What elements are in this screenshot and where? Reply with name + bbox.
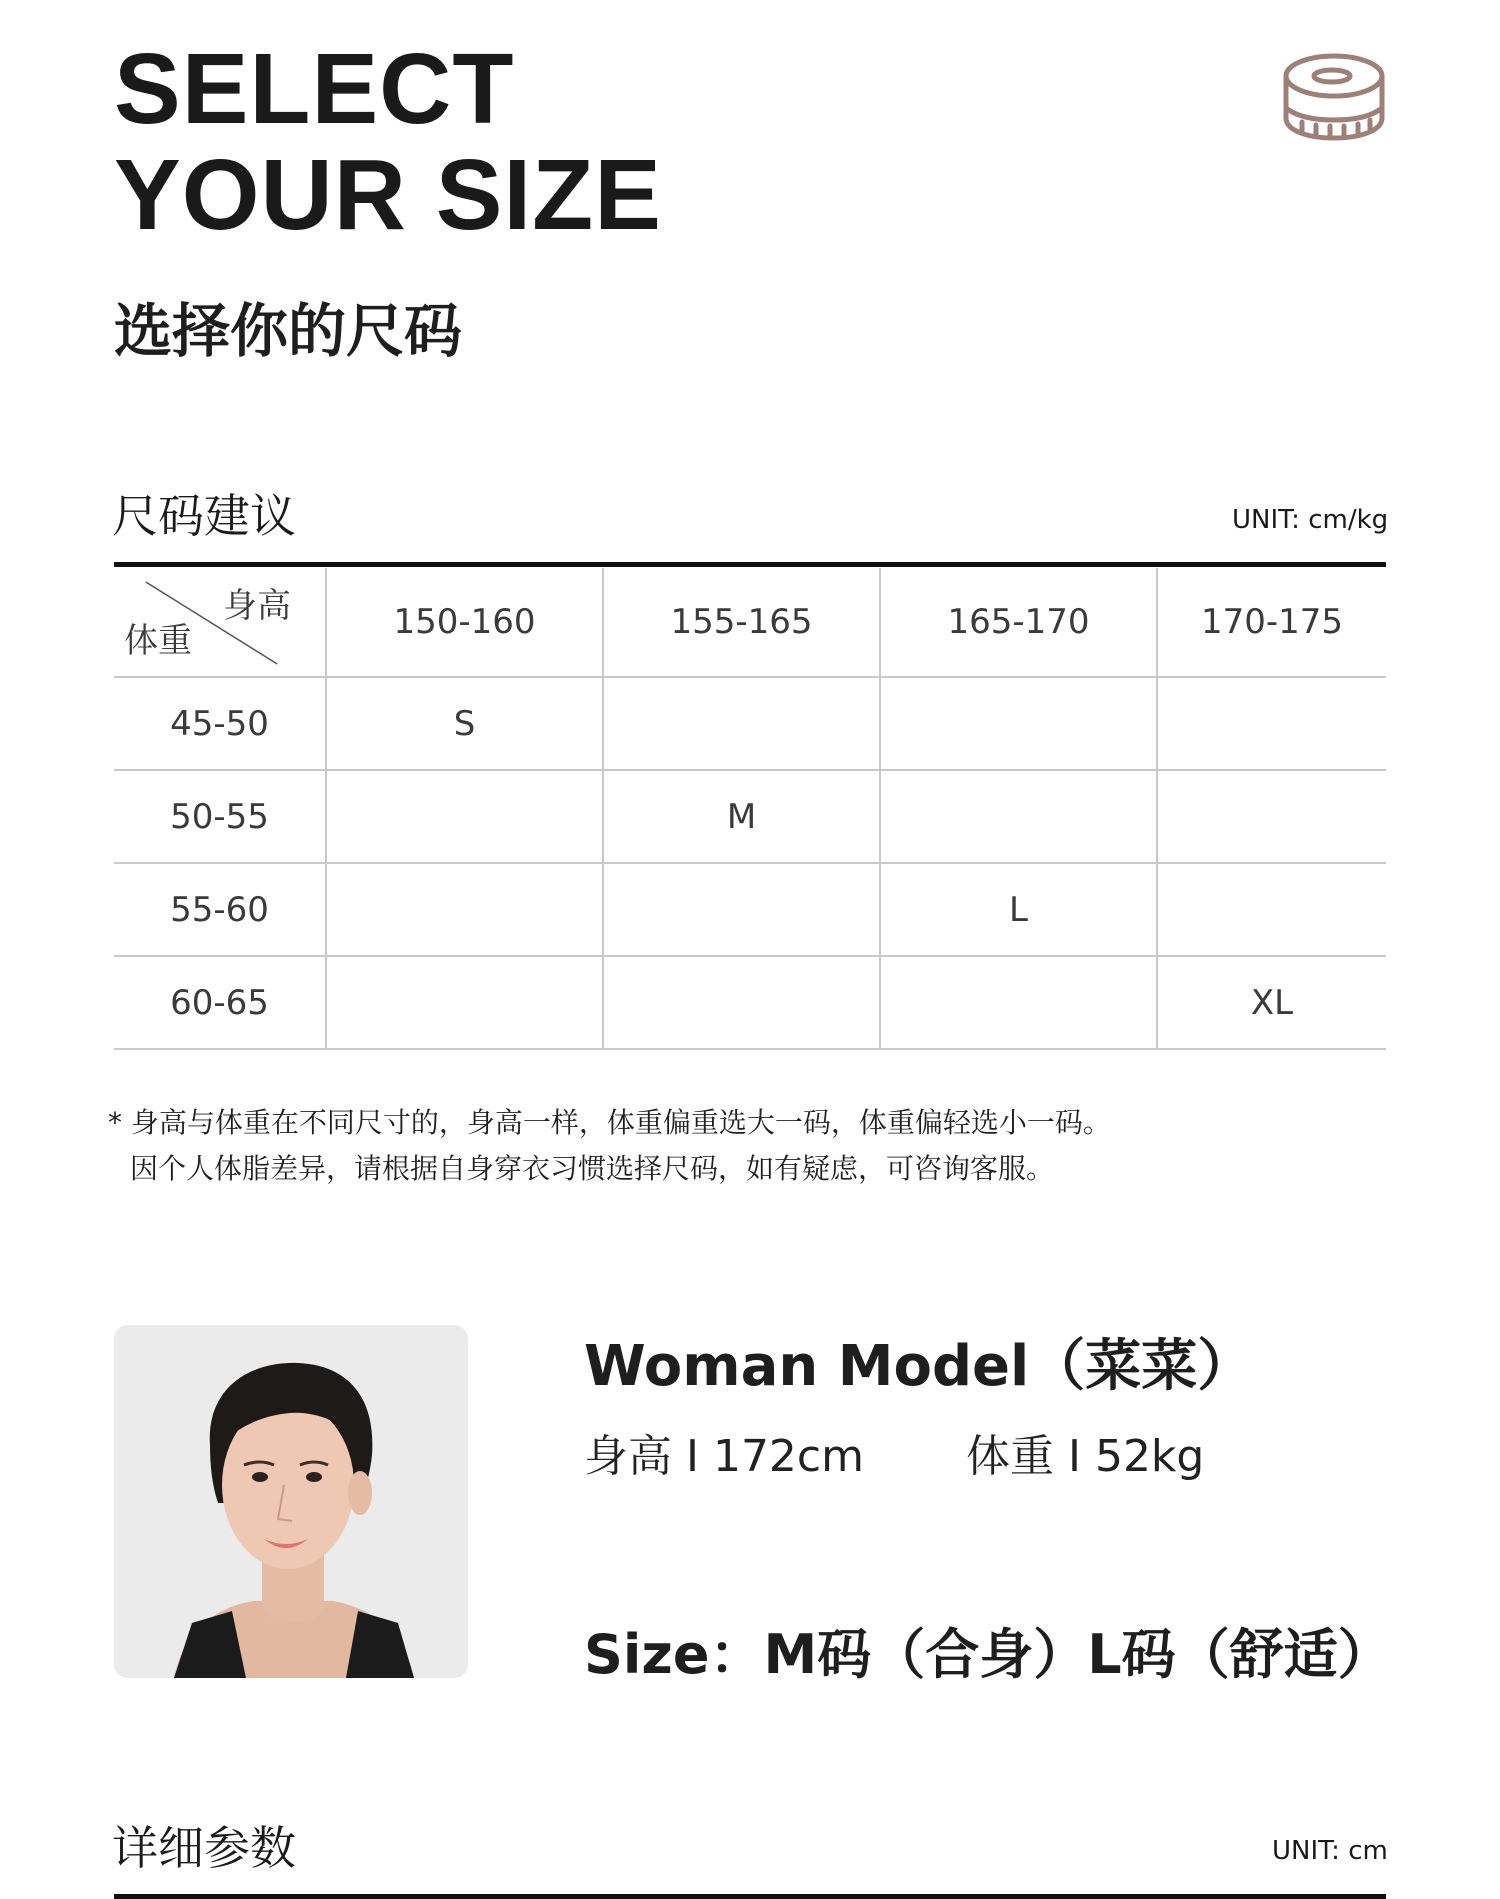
table-header-row bbox=[114, 568, 1386, 677]
model-stats bbox=[584, 1420, 1205, 1484]
size-cell bbox=[1157, 863, 1386, 956]
weight-row-header: 55-60 bbox=[114, 863, 326, 956]
note-line-1: * 身高与体重在不同尺寸的，身高一样，体重偏重选大一码，体重偏轻选小一码。 bbox=[108, 1106, 1111, 1139]
size-cell bbox=[603, 956, 880, 1049]
measuring-tape-icon bbox=[1282, 52, 1386, 142]
table-row bbox=[114, 677, 1386, 770]
size-cell bbox=[603, 677, 880, 770]
height-column-header: 170-175 bbox=[1157, 568, 1386, 677]
height-column-header: 155-165 bbox=[603, 568, 880, 677]
size-cell: XL bbox=[1157, 956, 1386, 1049]
model-size: Size：M码（合身）L码（舒适） bbox=[584, 1623, 1392, 1686]
page-title-en bbox=[114, 33, 662, 251]
page-title-cn: 选择你的尺码 bbox=[114, 297, 463, 365]
size-cell bbox=[326, 863, 603, 956]
size-unit-label: UNIT: cm/kg bbox=[1232, 505, 1389, 535]
detail-unit-label: UNIT: cm bbox=[1272, 1836, 1388, 1866]
size-cell: S bbox=[326, 677, 603, 770]
corner-header-height: 身高 bbox=[223, 586, 291, 626]
size-cell bbox=[880, 956, 1157, 1049]
size-chart-table bbox=[114, 568, 1386, 1050]
model-height: 身高 I 172cm bbox=[584, 1431, 864, 1482]
size-cell bbox=[326, 956, 603, 1049]
size-recommendation-title: 尺码建议 bbox=[112, 489, 296, 543]
size-cell bbox=[603, 863, 880, 956]
table-row bbox=[114, 770, 1386, 863]
size-cell: L bbox=[880, 863, 1157, 956]
detail-params-title: 详细参数 bbox=[112, 1821, 296, 1875]
note-line-2: 因个人体脂差异，请根据自身穿衣习惯选择尺码，如有疑虑，可咨询客服。 bbox=[130, 1152, 1055, 1185]
weight-row-header: 45-50 bbox=[114, 677, 326, 770]
height-column-header: 150-160 bbox=[326, 568, 603, 677]
corner-header-cell bbox=[114, 568, 326, 677]
table-top-rule bbox=[114, 562, 1386, 567]
corner-header-weight: 体重 bbox=[124, 621, 192, 661]
size-cell bbox=[1157, 770, 1386, 863]
detail-top-rule bbox=[114, 1894, 1386, 1899]
title-line-1: SELECT bbox=[114, 33, 515, 145]
weight-row-header: 60-65 bbox=[114, 956, 326, 1049]
model-photo bbox=[114, 1325, 468, 1678]
size-note bbox=[108, 1100, 1111, 1192]
size-cell bbox=[880, 770, 1157, 863]
size-cell bbox=[1157, 677, 1386, 770]
table-row bbox=[114, 863, 1386, 956]
height-column-header: 165-170 bbox=[880, 568, 1157, 677]
size-cell bbox=[880, 677, 1157, 770]
size-cell: M bbox=[603, 770, 880, 863]
weight-row-header: 50-55 bbox=[114, 770, 326, 863]
size-cell bbox=[326, 770, 603, 863]
model-name: Woman Model（菜菜） bbox=[584, 1334, 1254, 1399]
table-row bbox=[114, 956, 1386, 1049]
title-line-2: YOUR SIZE bbox=[114, 139, 662, 251]
model-weight: 体重 I 52kg bbox=[966, 1431, 1205, 1482]
model-portrait-image bbox=[114, 1325, 468, 1678]
